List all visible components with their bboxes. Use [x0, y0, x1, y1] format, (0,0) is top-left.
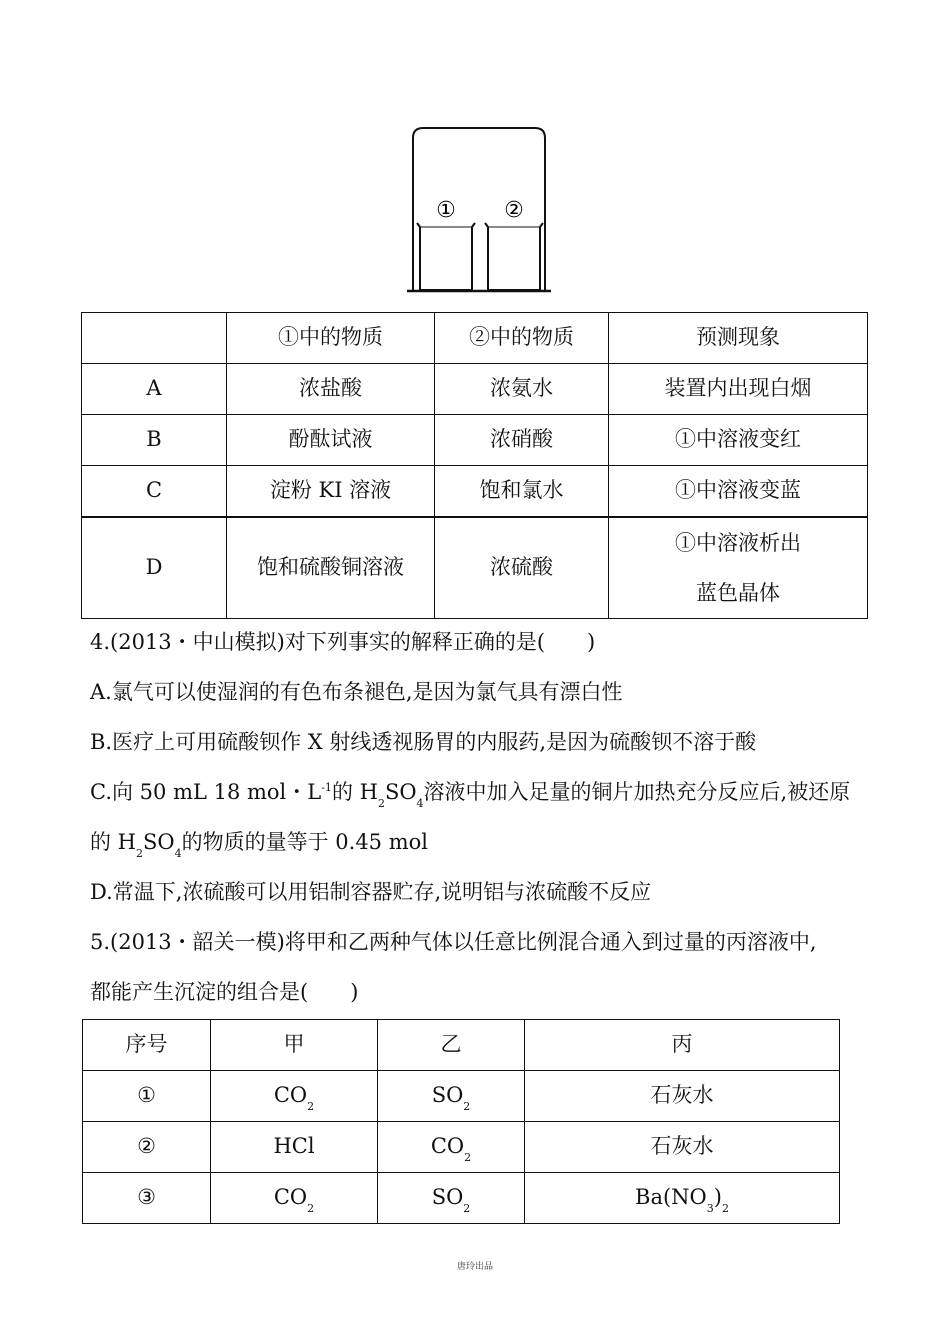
table-cell: ②: [83, 1122, 211, 1173]
table-row: [82, 466, 868, 518]
table-cell: 装置内出现白烟: [609, 364, 868, 415]
table-cell: 饱和硫酸铜溶液: [227, 517, 435, 619]
table-cell: HCl: [211, 1122, 378, 1173]
table-row: [82, 517, 868, 619]
q4-option-a: A.氯气可以使湿润的有色布条褪色,是因为氯气具有漂白性: [90, 680, 623, 704]
table-cell: ①中溶液变红: [609, 415, 868, 466]
table-cell: 浓硫酸: [435, 517, 609, 619]
bell-jar-outline: [413, 128, 545, 290]
beaker-1: [417, 223, 475, 290]
formula: SO: [431, 1185, 464, 1210]
table-cell: A: [82, 364, 227, 415]
table-cell: 饱和氯水: [435, 466, 609, 518]
subscript: 2: [721, 1202, 729, 1216]
text-run: 的 H: [331, 780, 378, 804]
formula: SO: [431, 1083, 464, 1108]
page-footer: 唐玲出品: [456, 1262, 493, 1272]
formula: Ba(NO: [635, 1185, 707, 1210]
table-cell: ③: [83, 1173, 211, 1224]
table-cell: 淀粉 KI 溶液: [227, 466, 435, 518]
table-cell: ①: [83, 1071, 211, 1122]
formula: CO: [273, 1083, 308, 1108]
table-header-cell: 丙: [525, 1020, 840, 1071]
table-cell: 酚酞试液: [227, 415, 435, 466]
beaker-2-label: ②: [504, 198, 524, 223]
q4-option-c-line2: [90, 829, 428, 859]
cell-line: 蓝色晶体: [696, 581, 780, 605]
table-header-cell: 序号: [83, 1020, 211, 1071]
table-cell: C: [82, 466, 227, 518]
superscript: -1: [321, 781, 332, 794]
subscript: 2: [463, 1202, 471, 1216]
table-cell: [378, 1173, 525, 1224]
text-run: 溶液中加入足量的铜片加热充分反应后,被还原: [423, 780, 851, 804]
table-header-cell: 甲: [211, 1020, 378, 1071]
formula: CO: [430, 1134, 465, 1159]
table-header-cell: 预测现象: [609, 313, 868, 364]
table-header-row: [83, 1020, 840, 1071]
subscript: 2: [307, 1202, 315, 1216]
table-row: [83, 1173, 840, 1224]
subscript: 2: [307, 1100, 315, 1114]
q4-option-d: D.常温下,浓硫酸可以用铝制容器贮存,说明铝与浓硫酸不反应: [90, 880, 652, 904]
cell-line: ①中溶液析出: [675, 531, 801, 555]
text-run: 的物质的量等于 0.45 mol: [181, 830, 428, 854]
subscript: 3: [706, 1202, 714, 1216]
table-cell: 浓氨水: [435, 364, 609, 415]
table-row: [83, 1122, 840, 1173]
table-header-cell: ①中的物质: [227, 313, 435, 364]
table-cell: [82, 313, 227, 364]
text-run: C.向 50 mL 18 mol・L: [90, 780, 322, 804]
q5-stem-line2: 都能产生沉淀的组合是( ): [90, 980, 359, 1004]
experiment-table: [81, 312, 868, 619]
text-run: SO: [384, 780, 417, 804]
table-cell: [211, 1071, 378, 1122]
text-run: 的 H: [90, 830, 136, 854]
q4-option-b: B.医疗上可用硫酸钡作 X 射线透视肠胃的内服药,是因为硫酸钡不溶于酸: [90, 730, 757, 754]
formula: CO: [273, 1185, 308, 1210]
table-cell: B: [82, 415, 227, 466]
beaker-1-label: ①: [436, 198, 456, 223]
table-cell: [211, 1173, 378, 1224]
subscript: 2: [463, 1100, 471, 1114]
table-cell: ①中溶液变蓝: [609, 466, 868, 518]
table-cell: 石灰水: [525, 1122, 840, 1173]
table-cell: 浓硝酸: [435, 415, 609, 466]
subscript: 2: [136, 847, 143, 860]
table-cell: [378, 1122, 525, 1173]
table-cell: D: [82, 517, 227, 619]
q4-stem: 4.(2013・中山模拟)对下列事实的解释正确的是( ): [90, 630, 596, 654]
subscript: 4: [174, 847, 182, 860]
table-header-row: [82, 313, 868, 364]
gas-combination-table: [82, 1019, 840, 1224]
beaker-2: [485, 223, 543, 290]
formula: ): [713, 1185, 722, 1210]
table-row: [82, 364, 868, 415]
table-cell: [609, 517, 868, 619]
table-row: [82, 415, 868, 466]
subscript: 2: [464, 1151, 472, 1165]
table-header-cell: 乙: [378, 1020, 525, 1071]
table-cell: [378, 1071, 525, 1122]
table-cell: 浓盐酸: [227, 364, 435, 415]
subscript: 2: [377, 797, 385, 810]
text-run: SO: [143, 830, 175, 854]
table-cell: [525, 1173, 840, 1224]
table-cell: 石灰水: [525, 1071, 840, 1122]
table-header-cell: ②中的物质: [435, 313, 609, 364]
apparatus-figure: [405, 124, 553, 298]
table-row: [83, 1071, 840, 1122]
q4-option-c-line1: [90, 779, 850, 809]
subscript: 4: [416, 797, 424, 810]
q5-stem-line1: 5.(2013・韶关一模)将甲和乙两种气体以任意比例混合通入到过量的丙溶液中,: [90, 930, 817, 954]
